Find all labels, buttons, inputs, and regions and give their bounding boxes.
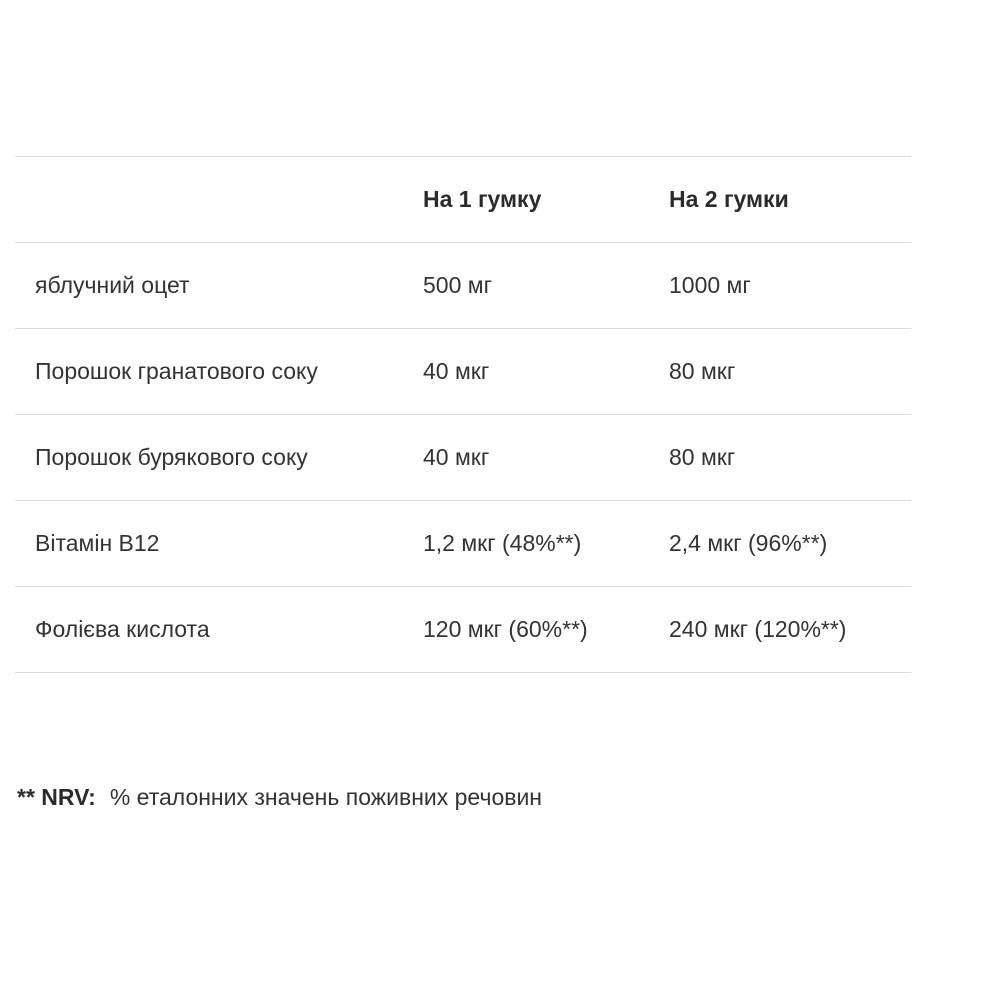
footnote-text: % еталонних значень поживних речовин — [109, 784, 542, 810]
amount-per-1: 500 мг — [423, 272, 492, 298]
nrv-footnote — [17, 784, 542, 811]
amount-per-2: 80 мкг — [669, 444, 736, 470]
table-row — [15, 501, 911, 587]
ingredient-name: Порошок бурякового соку — [35, 444, 308, 470]
table-row — [15, 243, 911, 329]
amount-per-1: 40 мкг — [423, 358, 490, 384]
amount-per-1: 40 мкг — [423, 444, 490, 470]
footnote-marker: ** NRV: — [17, 784, 96, 810]
table-header-row — [15, 157, 911, 243]
amount-per-2: 1000 мг — [669, 272, 751, 298]
amount-per-1: 1,2 мкг (48%**) — [423, 530, 582, 556]
ingredient-name: Вітамін B12 — [35, 530, 160, 556]
header-per-1-gummy: На 1 гумку — [423, 186, 542, 212]
ingredient-name: яблучний оцет — [35, 272, 190, 298]
table-row — [15, 415, 911, 501]
amount-per-2: 80 мкг — [669, 358, 736, 384]
amount-per-2: 2,4 мкг (96%**) — [669, 530, 828, 556]
table-row — [15, 587, 911, 673]
ingredient-name: Порошок гранатового соку — [35, 358, 318, 384]
amount-per-1: 120 мкг (60%**) — [423, 616, 588, 642]
amount-per-2: 240 мкг (120%**) — [669, 616, 847, 642]
header-per-2-gummies: На 2 гумки — [669, 186, 789, 212]
nutrition-table-container — [15, 156, 911, 673]
header-ingredient — [15, 157, 405, 243]
nutrition-table — [15, 156, 911, 673]
table-row — [15, 329, 911, 415]
ingredient-name: Фолієва кислота — [35, 616, 210, 642]
